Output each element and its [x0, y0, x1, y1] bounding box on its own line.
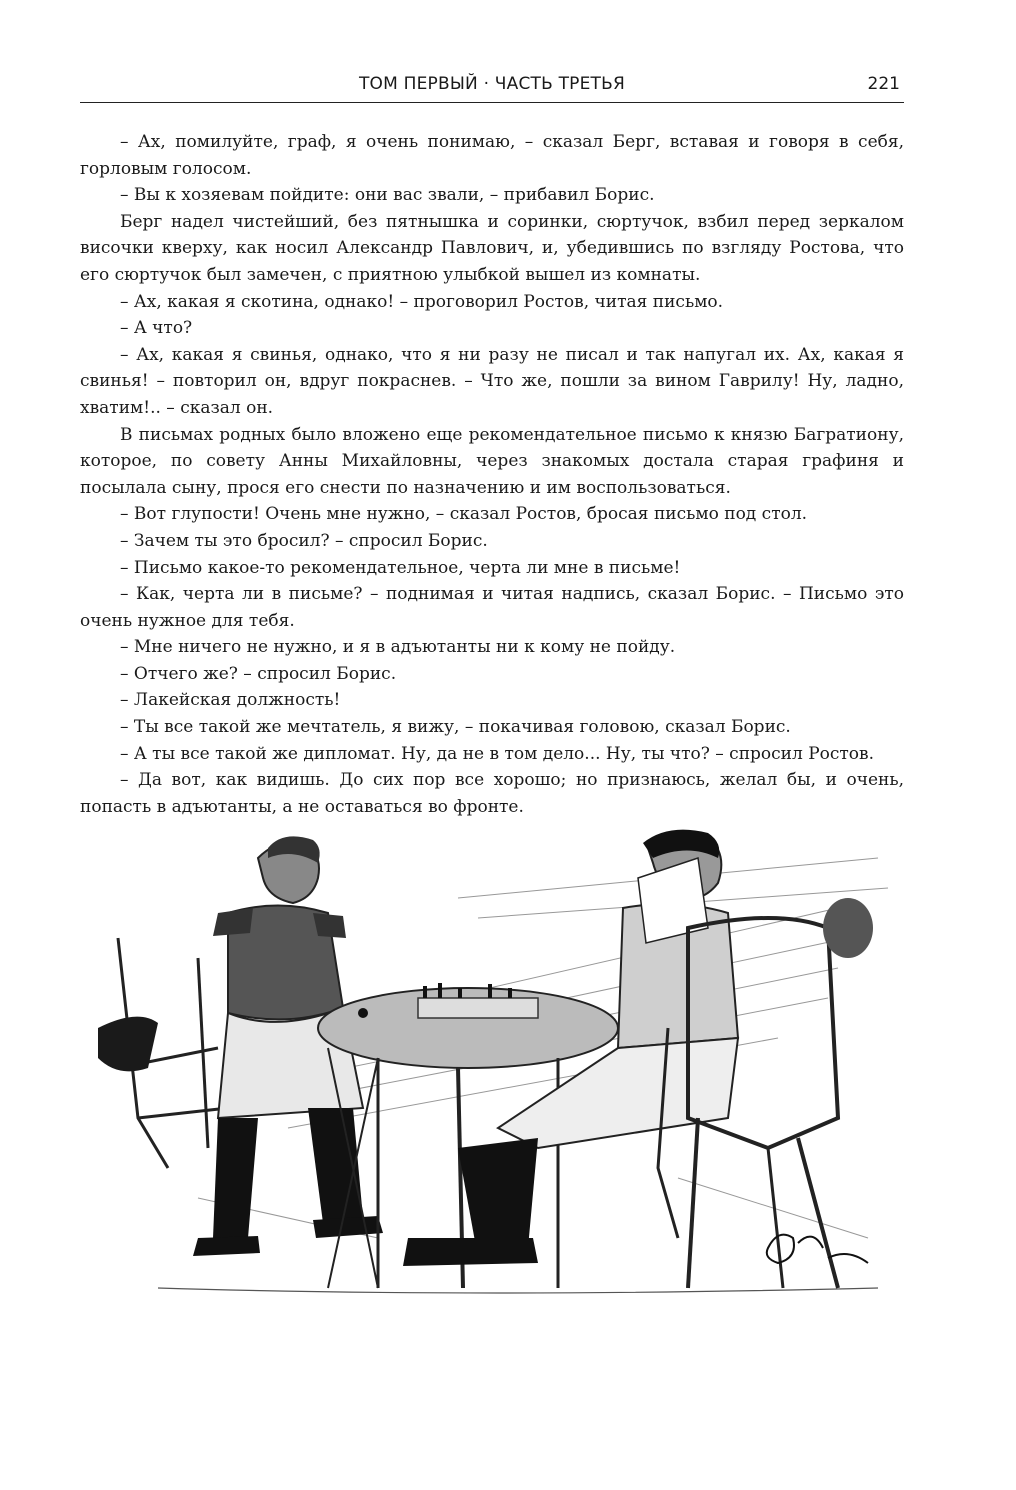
paragraph: – А что? [120, 318, 193, 339]
paragraph: – Ах, какая я свинья, однако, что я ни разу не писал и так напугал их. Ах, какая я свинья! – повторил он, вдруг покраснев. – Что же, пошли за вином Гаврилу! Ну, ладно, хватим!.. – сказал он. [80, 344, 904, 418]
engraving-illustration [78, 818, 908, 1338]
running-title: ТОМ ПЕРВЫЙ · ЧАСТЬ ТРЕТЬЯ [358, 74, 626, 94]
paragraph: – Отчего же? – спросил Борис. [120, 663, 397, 684]
paragraph: – Вы к хозяевам пойдите: они вас звали, – прибавил Борис. [120, 185, 655, 206]
page-number: 221 [867, 74, 900, 94]
body-text [80, 129, 904, 820]
paragraph: Берг надел чистейший, без пятнышка и соринки, сюртучок, взбил перед зеркалом височки кверху, как носил Александр Павлович, и, убедившись по взгляду Ростова, что его сюртучок был замечен, с приятною улыбкой вышел из комнаты. [80, 211, 904, 285]
paragraph: – Мне ничего не нужно, и я в адъютанты ни к кому не пойду. [120, 637, 676, 658]
paragraph: – Лакейская должность! [120, 690, 341, 711]
paragraph: – Зачем ты это бросил? – спросил Борис. [120, 530, 488, 551]
engraving-illustration-icon [78, 818, 908, 1338]
paragraph: – А ты все такой же дипломат. Ну, да не в том дело... Ну, ты что? – спросил Ростов. [120, 743, 875, 764]
paragraph: – Ах, помилуйте, граф, я очень понимаю, – сказал Берг, вставая и говоря в себя, горловым голосом. [80, 132, 904, 179]
running-header [80, 68, 904, 103]
paragraph: – Да вот, как видишь. До сих пор все хорошо; но признаюсь, желал бы, и очень, попасть в адъютанты, а не оставаться во фронте. [80, 770, 904, 817]
paragraph: – Письмо какое-то рекомендательное, черта ли мне в письме! [120, 557, 681, 578]
paragraph: – Вот глупости! Очень мне нужно, – сказал Ростов, бросая письмо под стол. [120, 504, 808, 525]
paragraph: – Ах, какая я скотина, однако! – проговорил Ростов, читая письмо. [120, 291, 724, 312]
paragraph: В письмах родных было вложено еще рекомендательное письмо к князю Багратиону, которое, по совету Анны Михайловны, через знакомых достала старая графиня и посылала сыну, прося его снести по назначению и им воспользоваться. [80, 424, 904, 498]
paragraph: – Как, черта ли в письме? – поднимая и читая надпись, сказал Борис. – Письмо это очень нужное для тебя. [80, 584, 904, 631]
paragraph: – Ты все такой же мечтатель, я вижу, – покачивая головою, сказал Борис. [120, 717, 791, 738]
